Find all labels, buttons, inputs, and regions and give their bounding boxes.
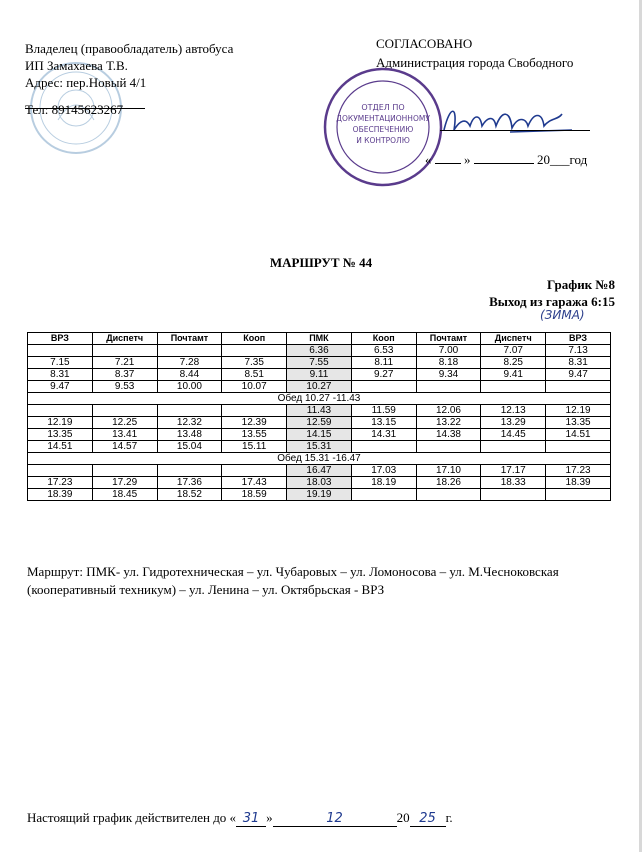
table-cell: 8.44 [157,369,222,381]
table-row [28,381,611,393]
table-cell: 14.31 [351,429,416,441]
table-cell: 9.11 [287,369,352,381]
table-cell [351,441,416,453]
table-cell: 13.35 [28,429,93,441]
table-cell: 17.23 [546,465,611,477]
table-cell: 17.10 [416,465,481,477]
route-title: МАРШРУТ № 44 [269,255,373,270]
table-cell [416,441,481,453]
season-note: (ЗИМА) [540,308,585,322]
table-cell: 14.15 [287,429,352,441]
table-cell [546,381,611,393]
table-header-row [28,333,611,345]
owner-line-1: Владелец (правообладатель) автобуса [25,41,234,56]
column-header: ПМК [287,333,352,345]
table-cell: 17.03 [351,465,416,477]
owner-line-4: Тел: 89145623267 [25,102,124,117]
table-cell: 12.19 [546,405,611,417]
validity-day: 31 [236,811,266,827]
table-cell: 18.39 [28,489,93,501]
schedule-number: График №8 [547,277,615,292]
table-cell [351,489,416,501]
agreed-date [425,152,587,168]
table-row [28,465,611,477]
administration-stamp [318,62,448,192]
table-cell [222,465,287,477]
owner-block [25,40,233,118]
validity-year: 25 [410,811,446,827]
table-cell: 12.25 [92,417,157,429]
table-cell [28,405,93,417]
agreed-org: Администрация города Свободного [376,55,574,70]
table-cell [416,489,481,501]
column-header: Кооп [222,333,287,345]
table-cell: 14.51 [28,441,93,453]
table-cell: 12.06 [416,405,481,417]
table-cell: 14.51 [546,429,611,441]
table-row [28,345,611,357]
table-cell: 6.36 [287,345,352,357]
table-cell [157,405,222,417]
table-cell: 18.45 [92,489,157,501]
table-cell [222,405,287,417]
table-cell: 10.27 [287,381,352,393]
table-cell: 12.19 [28,417,93,429]
table-cell: 8.25 [481,357,546,369]
date-quote-open: « [425,152,432,167]
table-cell: 8.11 [351,357,416,369]
table-cell: 14.38 [416,429,481,441]
table-cell [28,465,93,477]
table-cell: 15.04 [157,441,222,453]
agreed-sign-line [440,130,590,131]
stamp-line-2: ДОКУМЕНТАЦИОННОМУ [336,114,430,123]
table-cell: 14.45 [481,429,546,441]
table-cell: 18.26 [416,477,481,489]
column-header: ВРЗ [28,333,93,345]
table-cell [92,465,157,477]
table-cell: 13.15 [351,417,416,429]
table-row [28,405,611,417]
table-cell: 13.41 [92,429,157,441]
table-cell: 7.13 [546,345,611,357]
column-header: Почтамт [416,333,481,345]
table-cell: 9.27 [351,369,416,381]
table-cell: 18.33 [481,477,546,489]
table-cell: 14.57 [92,441,157,453]
table-cell [481,489,546,501]
table-cell: 7.28 [157,357,222,369]
table-row [28,429,611,441]
table-cell [92,405,157,417]
table-cell: 9.41 [481,369,546,381]
table-cell: 19.19 [287,489,352,501]
column-header: Диспетч [481,333,546,345]
schedule-table [27,332,611,501]
table-cell: 17.23 [28,477,93,489]
table-cell: 17.43 [222,477,287,489]
date-quote-close: » [464,152,471,167]
table-cell [157,465,222,477]
table-cell: 13.22 [416,417,481,429]
table-cell: 10.07 [222,381,287,393]
table-cell: 7.07 [481,345,546,357]
validity-line [27,810,453,827]
table-cell: 7.00 [416,345,481,357]
table-cell: 16.47 [287,465,352,477]
validity-suffix: г. [445,810,453,825]
lunch-break-cell: Обед 10.27 -11.43 [28,393,611,405]
table-cell: 8.31 [546,357,611,369]
table-cell: 18.52 [157,489,222,501]
table-cell: 17.36 [157,477,222,489]
validity-mid: » [266,810,273,825]
table-cell: 18.39 [546,477,611,489]
table-row [28,369,611,381]
table-cell: 9.47 [546,369,611,381]
date-year: 20___год [537,152,588,167]
table-cell: 12.13 [481,405,546,417]
owner-line-2: ИП Замахаева Т.В. [25,58,128,73]
table-cell [481,441,546,453]
agreed-title: СОГЛАСОВАНО [376,36,473,51]
table-cell: 13.55 [222,429,287,441]
table-cell: 11.43 [287,405,352,417]
table-cell: 7.15 [28,357,93,369]
table-cell [351,381,416,393]
column-header: ВРЗ [546,333,611,345]
table-cell: 13.35 [546,417,611,429]
table-cell: 8.51 [222,369,287,381]
column-header: Кооп [351,333,416,345]
table-cell: 12.32 [157,417,222,429]
table-cell: 8.37 [92,369,157,381]
table-cell: 11.59 [351,405,416,417]
table-row [28,417,611,429]
table-cell [28,345,93,357]
table-cell: 6.53 [351,345,416,357]
table-cell [92,345,157,357]
garage-exit-time: Выход из гаража 6:15 [489,294,615,309]
table-cell: 18.59 [222,489,287,501]
route-description: Маршрут: ПМК- ул. Гидротехническая – ул. Чубаровых – ул. Ломоносова – ул. М.Чесноковская (кооперативный техникум) – ул. Ленина – ул. Октябрьская - ВРЗ [27,564,559,597]
table-cell [157,345,222,357]
table-row [28,393,611,405]
table-cell: 15.11 [222,441,287,453]
table-row [28,453,611,465]
column-header: Диспетч [92,333,157,345]
table-cell: 8.31 [28,369,93,381]
validity-year-prefix: 20 [396,810,410,825]
lunch-break-cell: Обед 15.31 -16.47 [28,453,611,465]
table-cell: 12.39 [222,417,287,429]
table-cell: 18.19 [351,477,416,489]
table-cell: 9.53 [92,381,157,393]
table-cell: 12.59 [287,417,352,429]
table-cell: 8.18 [416,357,481,369]
table-cell: 9.34 [416,369,481,381]
table-cell [481,381,546,393]
column-header: Почтамт [157,333,222,345]
table-cell: 10.00 [157,381,222,393]
table-cell: 7.35 [222,357,287,369]
table-cell [222,345,287,357]
table-cell [546,489,611,501]
table-cell: 7.55 [287,357,352,369]
table-cell: 15.31 [287,441,352,453]
owner-sign-line [25,108,145,109]
table-cell: 13.29 [481,417,546,429]
validity-prefix: Настоящий график действителен до « [27,810,237,825]
table-row [28,477,611,489]
owner-line-3: Адрес: пер.Новый 4/1 [25,75,147,90]
stamp-line-4: И КОНТРОЛЮ [356,136,410,145]
table-cell [546,441,611,453]
stamp-line-3: ОБЕСПЕЧЕНИЮ [352,125,414,134]
stamp-line-1: ОТДЕЛ ПО [361,103,405,112]
table-row [28,489,611,501]
table-row [28,357,611,369]
table-cell: 17.17 [481,465,546,477]
table-cell: 18.03 [287,477,352,489]
table-cell: 7.21 [92,357,157,369]
validity-month: 12 [273,811,397,827]
table-cell [416,381,481,393]
table-row [28,441,611,453]
signature [440,100,580,140]
table-cell: 9.47 [28,381,93,393]
table-cell: 13.48 [157,429,222,441]
table-cell: 17.29 [92,477,157,489]
